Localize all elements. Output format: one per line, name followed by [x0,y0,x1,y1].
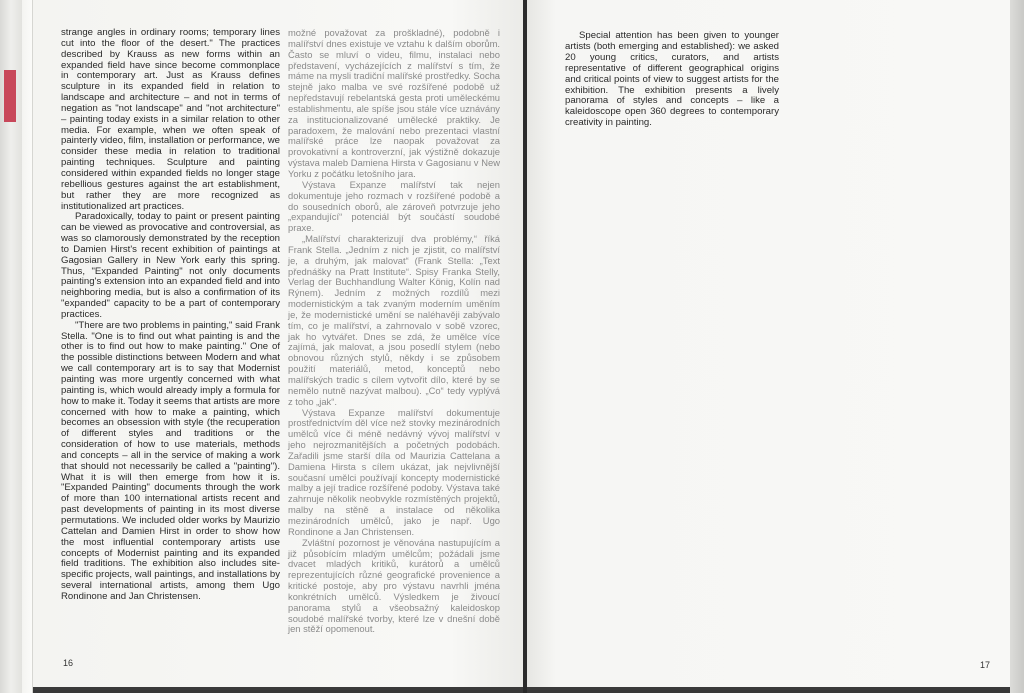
page-stack-edge [22,0,33,693]
czech-paragraph-5: Zvláštní pozornost je věnována nastupujícím a již působícím mladým umělcům; požádali jsme dvacet mladých kritiků, kurátorů a umělců reprezentujících různé geografické provenience a kritické postoje, aby pro výstavu navrhli jména konkrétních umělců. Výsledkem je živoucí panorama stylů a všeobsažný kaleidoskop soudobé malířské tvorby, které lze v dnešní době jen stěží opomenout. [288,536,500,635]
book-edge-right [1010,0,1024,693]
czech-paragraph-2: Výstava Expanze malířství tak nejen dokumentuje jeho rozmach v rozšířené podobě a do sousedních oborů, ale zároveň potvrzuje jeho „expandující“ potenciál být součástí soudobé praxe. [288,178,500,234]
czech-paragraph-4: Výstava Expanze malířství dokumentuje prostřednictvím děl více než stovky mezinárodních umělců více či méně nedávný vývoj malířství v jeho nejrozmanitějších a početných podobách. Zařadili jsme starší díla od Maurizia Cattelana a Damiena Hirsta s cílem ukázat, jak nejvlivnější současní umělci používají koncepty modernistické malby a její tradice rozšířené podoby. Výstava také zahrnuje několik neobvykle rozmístěných projektů, malby na stěně a instalace od několika mezinárodních umělců, jako je např. Ugo Rondinone a Jan Christensen. [288,406,500,537]
bookmark-tab [4,70,16,122]
page-number-right: 17 [980,660,991,670]
page-number-left: 16 [63,658,74,668]
czech-paragraph-1: možné považovat za proškladné), podobně i malířství dnes existuje ve vztahu k dalším oborům. Často se mluví o videu, filmu, instalaci nebo představení, vycházejících z malířství s tím, že máme na mysli tradiční malířské prostředky. Socha stejně jako malba ve své rozšířené podobě už nepředstavují rebelantská gesta proti uměleckému establishmentu, ale spíše jsou stále více uznávány za institucionalizované umělecké praktiky. Je paradoxem, že malování nebo prezentaci vlastní malířské práce lze naopak považovat za provokativní a kontroverzní, jak výstižně dokazuje výstava maleb Damiena Hirsta v Gagosianu v New Yorku z počátku letošního jara. [288,27,500,179]
english-paragraph-2: Paradoxically, today to paint or present painting can be viewed as provocative and controversial, as was so clamorously demonstrated by the reception to Damien Hirst's recent exhibition of paintings at Gagosian Gallery in New York early this spring. Thus, "Expanded Painting" not only documents painting's extension into an expanded field and into neighboring media, but is also a confirmation of its "expanded" capacity to be a part of contemporary practices. [61,211,280,320]
right-column [565,31,779,129]
english-column [61,28,280,603]
english-paragraph-1: strange angles in ordinary rooms; temporary lines cut into the floor of the desert." The practices described by Krauss as new forms within an expanded field have since become commonplace in contemporary art. Just as Krauss defines sculpture in its expanded field in relation to landscape and architecture – and not in terms of negation as "not landscape" and "not architecture" – painting today exists in a similar relation to other media. For example, when we often speak of painterly video, film, installation or performance, we consider these media in relation to traditional painting techniques. Sculpture and painting considered within expanded fields no longer stage rebellious gestures against the art establishment, but rather they are more recognized as institutionalized art practices. [61,27,280,212]
czech-column [288,28,500,635]
book-edge-left [0,0,22,693]
english-paragraph-3: "There are two problems in painting," said Frank Stella. "One is to find out what painting is and the other is to find out how to make painting." One of the possible distinctions between Modern and what we call contemporary art is to say that Modernist painting was more urgently concerned with what painting is, which would already imply a formula for how to make it. Today it seems that artists are more concerned with how to make a painting, which becomes an obsession with style (the recuperation of different styles and traditions or the consideration of how to use materials, methods and concepts – all in the service of making a work that should not necessarily be called a "painting"). What it is will then emerge from how it is. "Expanded Painting" documents through the work of more than 100 international artists recent and past developments of painting in its most diverse permutations. We included older works by Maurizio Cattelan and Damien Hirst in order to show how the most influential contemporary artists use concepts of Modernist painting and its expanded field traditions. The exhibition also includes site-specific projects, wall paintings, and installations by several international artists, among them Ugo Rondinone and Jan Christensen. [61,319,280,602]
right-paragraph: Special attention has been given to younger artists (both emerging and established): we asked 20 young critics, curators, and artists representative of different geographical origins and critical points of view to suggest artists for the exhibition. The exhibition presents a lively panorama of styles and concepts – like a kaleidoscope open 360 degrees to contemporary creativity in painting. [565,30,779,129]
czech-paragraph-3: „Malířství charakterizují dva problémy,“ říká Frank Stella. „Jedním z nich je zjistit, co malířství je, a druhým, jak malovat“ (Frank Stella: „Text přednášky na Pratt Institute“. Spisy Franka Stelly, Verlag der Buchhandlung Walter König, Kolín nad Rýnem). Jedním z možných rozdílů mezi modernistickým a tak zvaným moderním uměním je, že modernistické umění se naléhavěji zabývalo tím, co je malířství, a zahrnovalo v sobě vzorec, jak ho vytvářet. Dnes se zdá, že umělce více zajímá, jak malovat, a jsou posedlí stylem (nebo obnovou různých stylů, někdy i se způsobem použití materiálů, metod, konceptů nebo malířských tradic s cílem vytvořit dílo, které by se nemělo nutně nazývat malbou). „Co“ tedy vyplývá z toho „jak“. [288,233,500,407]
